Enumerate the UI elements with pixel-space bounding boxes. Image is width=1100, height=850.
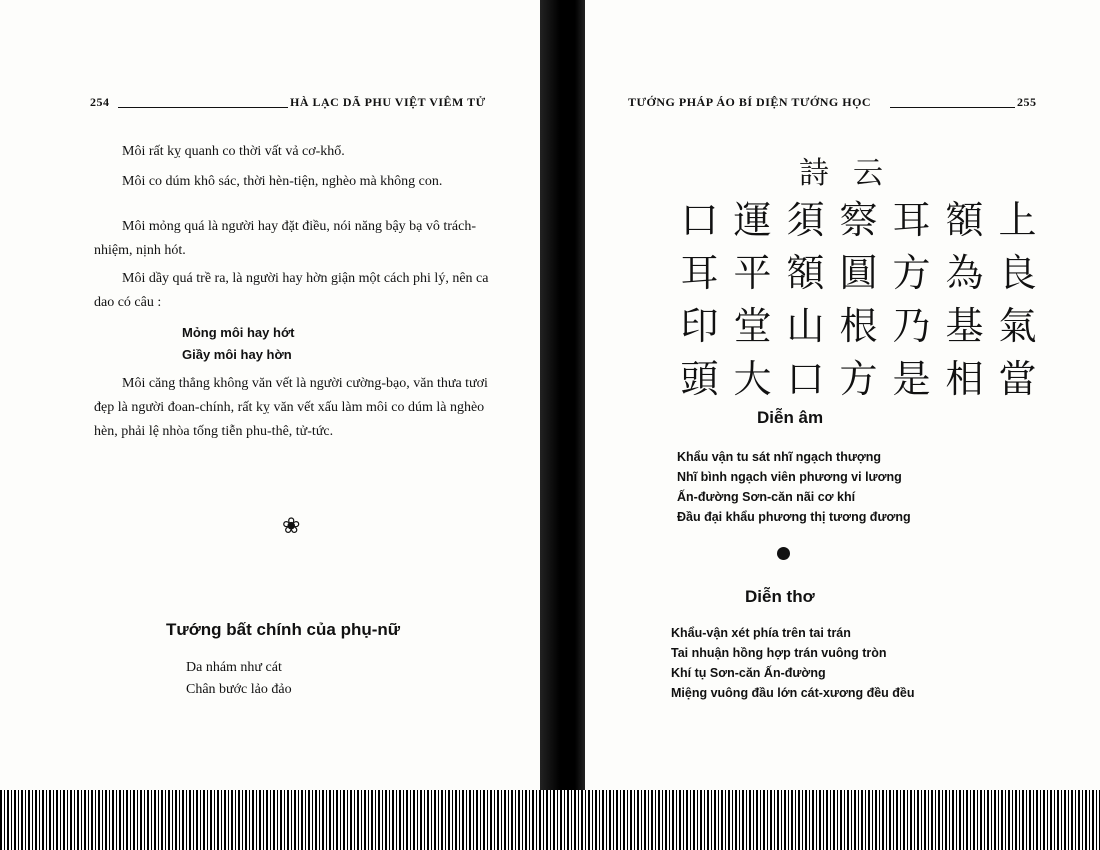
header-rule xyxy=(890,107,1015,108)
cjk-char: 額 xyxy=(786,253,825,295)
cjk-char: 運 xyxy=(733,200,772,242)
verse-line: Tai nhuận hồng hợp trán vuông tròn xyxy=(671,646,887,660)
section-title: Tướng bất chính của phụ-nữ xyxy=(166,620,401,639)
heading-dien-tho: Diễn thơ xyxy=(745,587,815,606)
scan-edge-artifact xyxy=(0,790,1100,850)
cjk-char: 察 xyxy=(839,200,878,242)
cjk-char: 耳 xyxy=(680,253,719,295)
dot-ornament-icon xyxy=(777,547,790,560)
verse-line: Khẩu vận tu sát nhĩ ngạch thượng xyxy=(677,450,882,464)
page-number: 255 xyxy=(1017,95,1037,109)
proverb-quote xyxy=(182,322,295,366)
verse-line: Khí tụ Sơn-căn Ấn-đường xyxy=(671,666,826,680)
flower-ornament-icon: ❀ xyxy=(282,513,301,538)
cjk-char: 大 xyxy=(733,359,772,401)
cjk-char: 頭 xyxy=(680,359,719,401)
verse-dien-am xyxy=(677,447,911,527)
cjk-char: 須 xyxy=(786,200,825,242)
cjk-char: 方 xyxy=(839,359,878,401)
section-verse xyxy=(186,657,292,701)
cjk-char: 上 xyxy=(998,200,1037,242)
paragraph-text: Môi căng thẳng không văn vết là người cường-bạo, văn thưa tươi đẹp là người đoan-chính, rất kỵ văn vết xấu làm môi co dúm là nghèo hèn, phải lệ nhòa tống tiễn phu-thê, tử-tức. xyxy=(94,376,488,439)
verse-line: Khẩu-vận xét phía trên tai trán xyxy=(671,626,851,640)
verse-dien-tho xyxy=(671,623,915,703)
cjk-char: 印 xyxy=(680,306,719,348)
proverb-line: Giầy môi hay hờn xyxy=(182,347,292,362)
cjk-char: 當 xyxy=(998,359,1037,401)
cjk-char: 為 xyxy=(945,253,984,295)
verse-line: Chân bước lảo đảo xyxy=(186,682,292,697)
cjk-char: 口 xyxy=(786,359,825,401)
cjk-char: 良 xyxy=(998,253,1037,295)
verse-line: Đầu đại khẩu phương thị tương đương xyxy=(677,510,911,524)
paragraph-text: Môi mỏng quá là người hay đặt điều, nói năng bậy bạ vô trách-nhiệm, nịnh hót. xyxy=(94,219,477,258)
cjk-char: 是 xyxy=(892,359,931,401)
cjk-char: 平 xyxy=(733,253,772,295)
cjk-char: 堂 xyxy=(733,306,772,348)
verse-line: Miệng vuông đầu lớn cát-xương đều đều xyxy=(671,686,915,700)
paragraph xyxy=(94,170,502,196)
header-rule xyxy=(118,107,288,108)
cjk-char: 口 xyxy=(680,200,719,242)
paragraph-text: Môi co dúm khô sác, thời hèn-tiện, nghèo mà không con. xyxy=(122,174,443,189)
cjk-char: 相 xyxy=(945,359,984,401)
running-head: HÀ LẠC DÃ PHU VIỆT VIÊM TỬ xyxy=(290,95,486,109)
verse-line: Nhĩ bình ngạch viên phương vi lương xyxy=(677,470,902,484)
poem-title: 詩云 xyxy=(799,157,907,190)
paragraph xyxy=(94,372,502,446)
cjk-char: 方 xyxy=(892,253,931,295)
cjk-char: 山 xyxy=(786,306,825,348)
paragraph-text: Môi rất kỵ quanh co thời vất vả cơ-khổ. xyxy=(122,144,345,159)
book-gutter xyxy=(540,0,590,790)
cjk-char: 乃 xyxy=(892,306,931,348)
left-page xyxy=(0,0,545,790)
chinese-poem-grid xyxy=(673,195,1044,407)
heading-dien-am: Diễn âm xyxy=(757,408,824,427)
cjk-char: 根 xyxy=(839,306,878,348)
paragraph-text: Môi dầy quá trề ra, là người hay hờn giận một cách phi lý, nên ca dao có câu : xyxy=(94,271,489,310)
cjk-char: 氣 xyxy=(998,306,1037,348)
verse-line: Da nhám như cát xyxy=(186,660,282,675)
paragraph xyxy=(94,215,502,265)
cjk-char: 圓 xyxy=(839,253,878,295)
page-number: 254 xyxy=(90,95,110,109)
paragraph xyxy=(94,140,502,166)
right-page xyxy=(585,0,1100,790)
cjk-char: 基 xyxy=(945,306,984,348)
cjk-char: 耳 xyxy=(892,200,931,242)
running-head: TƯỚNG PHÁP ÁO BÍ DIỆN TƯỚNG HỌC xyxy=(628,95,872,109)
proverb-line: Mỏng môi hay hớt xyxy=(182,325,295,340)
cjk-char: 額 xyxy=(945,200,984,242)
verse-line: Ấn-đường Sơn-căn nãi cơ khí xyxy=(677,490,856,504)
paragraph xyxy=(94,267,502,317)
